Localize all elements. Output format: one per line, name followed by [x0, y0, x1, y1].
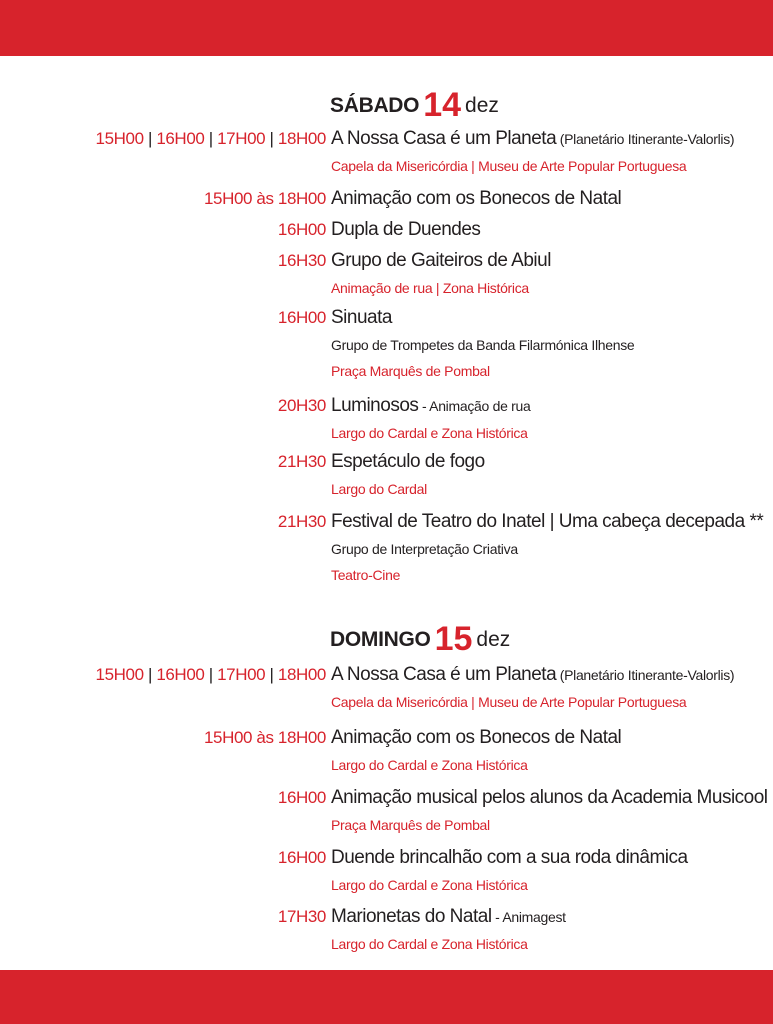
event-location: Largo do Cardal e Zona Histórica [331, 425, 528, 441]
event-title-suffix: - Animação de rua [418, 398, 531, 414]
event-time: 17H30 [277, 907, 326, 926]
day-number: 14 [423, 86, 462, 124]
event-location: Teatro-Cine [331, 567, 401, 583]
event-title-suffix: - Animagest [491, 909, 566, 925]
bottom-red-band [0, 970, 773, 1024]
event-time: 16H00 [277, 220, 326, 239]
day-month: dez [465, 94, 499, 117]
event-title: Animação com os Bonecos de Natal [331, 188, 622, 209]
event-row [0, 187, 773, 211]
event-time: 16H00 [277, 848, 326, 867]
time-separator: | [204, 665, 218, 684]
time-separator: | [143, 129, 157, 148]
event-row [0, 510, 773, 534]
event-title: Luminosos - Animação de rua [331, 395, 531, 416]
day-number: 15 [434, 620, 473, 658]
event-title: Duende brincalhão com a sua roda dinâmica [331, 847, 688, 868]
event-location: Largo do Cardal [331, 481, 427, 497]
event-row [0, 218, 773, 242]
event-title: Sinuata [331, 307, 392, 328]
event-location: Capela da Misericórdia | Museu de Arte Popular Portuguesa [331, 694, 687, 710]
time-separator: | [143, 665, 157, 684]
event-row [0, 786, 773, 810]
day-name: DOMINGO [330, 628, 431, 651]
event-title: Grupo de Gaiteiros de Abiul [331, 250, 551, 271]
time-slot: 18H00 [277, 665, 326, 684]
event-title: Marionetas do Natal - Animagest [331, 906, 566, 927]
event-row [0, 905, 773, 929]
event-time: 15H00 às 18H00 [204, 728, 326, 747]
event-time [96, 663, 326, 687]
day-month: dez [476, 628, 511, 651]
event-time: 15H00 às 18H00 [204, 189, 326, 208]
event-location: Praça Marquês de Pombal [331, 817, 490, 833]
top-red-band [0, 0, 773, 56]
day-name: SÁBADO [330, 94, 420, 117]
event-title: Dupla de Duendes [331, 219, 481, 240]
event-title: A Nossa Casa é um Planeta (Planetário Itinerante-Valorlis) [331, 664, 735, 685]
event-location: Praça Marquês de Pombal [331, 363, 490, 379]
event-location: Animação de rua | Zona Histórica [331, 280, 529, 296]
event-title-suffix: (Planetário Itinerante-Valorlis) [556, 131, 735, 147]
event-title: A Nossa Casa é um Planeta (Planetário Itinerante-Valorlis) [331, 128, 735, 149]
time-slot: 16H00 [156, 665, 205, 684]
event-row [0, 394, 773, 418]
day-header [330, 88, 499, 122]
time-separator: | [265, 129, 278, 148]
event-location: Largo do Cardal e Zona Histórica [331, 877, 528, 893]
event-performer: Grupo de Interpretação Criativa [331, 541, 518, 557]
event-row [0, 306, 773, 330]
event-row [0, 846, 773, 870]
time-slot: 16H00 [156, 129, 205, 148]
event-title-suffix: (Planetário Itinerante-Valorlis) [556, 667, 735, 683]
event-title: Espetáculo de fogo [331, 451, 485, 472]
time-slot: 15H00 [95, 129, 144, 148]
time-slot: 15H00 [95, 665, 144, 684]
event-time: 16H00 [277, 308, 326, 327]
event-time: 16H00 [277, 788, 326, 807]
event-location: Capela da Misericórdia | Museu de Arte Popular Portuguesa [331, 158, 687, 174]
event-row [0, 249, 773, 273]
time-slot: 18H00 [277, 129, 326, 148]
event-row [0, 127, 773, 151]
time-separator: | [265, 665, 278, 684]
event-time: 20H30 [277, 396, 326, 415]
time-slot: 17H00 [217, 129, 266, 148]
event-location: Largo do Cardal e Zona Histórica [331, 936, 528, 952]
event-row [0, 450, 773, 474]
event-time [96, 127, 326, 151]
time-slot: 17H00 [217, 665, 266, 684]
event-time: 16H30 [277, 251, 326, 270]
event-title: Animação musical pelos alunos da Academia Musicool [331, 787, 768, 808]
event-time: 21H30 [277, 512, 326, 531]
event-row [0, 663, 773, 687]
day-header [330, 622, 510, 656]
event-title: Animação com os Bonecos de Natal [331, 727, 622, 748]
event-time: 21H30 [277, 452, 326, 471]
event-title: Festival de Teatro do Inatel | Uma cabeça decepada ** [331, 511, 764, 532]
event-row [0, 726, 773, 750]
time-separator: | [204, 129, 218, 148]
event-location: Largo do Cardal e Zona Histórica [331, 757, 528, 773]
event-performer: Grupo de Trompetes da Banda Filarmónica Ilhense [331, 337, 635, 353]
